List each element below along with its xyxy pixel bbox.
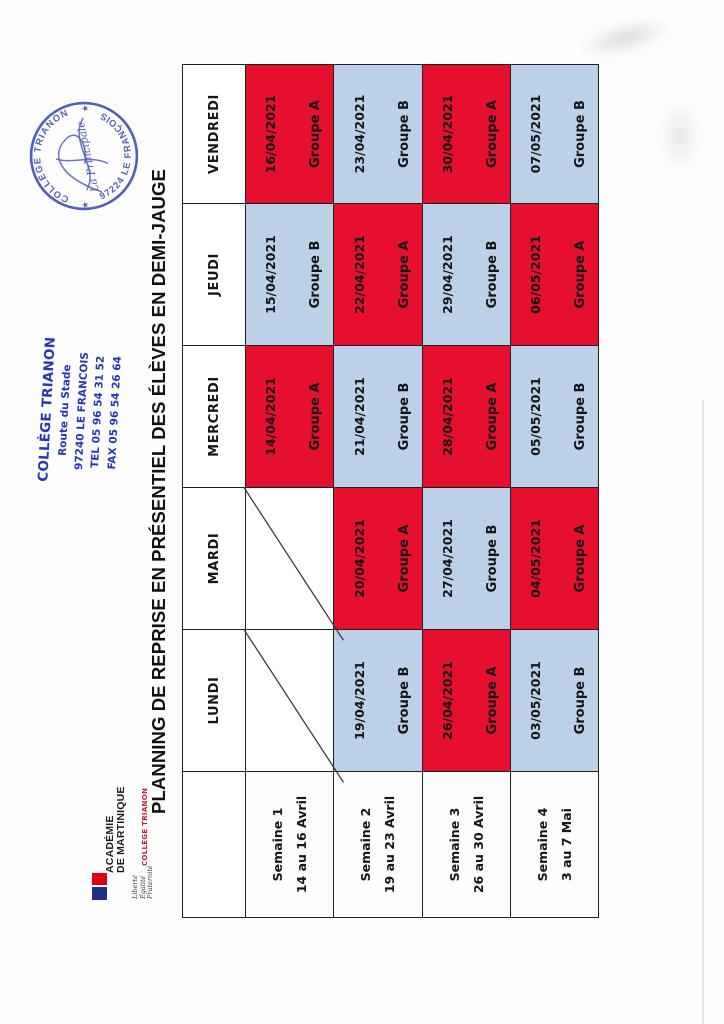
french-flag-icon — [92, 873, 107, 900]
stamp-star-left: ★ — [81, 201, 92, 209]
week-row-2 — [334, 65, 423, 918]
academy-name — [105, 786, 127, 873]
week-row-4 — [511, 65, 599, 918]
cell-date: 27/04/2021 — [440, 519, 455, 598]
stamp-top-text: COLLÈGE TRIANON — [32, 107, 71, 205]
day-header-mercredi: MERCREDI — [183, 346, 246, 488]
cell-date: 23/04/2021 — [351, 94, 367, 174]
cell-date: 14/04/2021 — [263, 377, 278, 456]
cell-date: 20/04/2021 — [351, 519, 367, 598]
cell-group: Groupe B — [573, 382, 588, 451]
week-range: 14 au 16 Avril — [293, 795, 309, 894]
cell-group: Groupe B — [396, 100, 412, 168]
schedule-cell — [423, 346, 511, 488]
diagonal-strike — [246, 630, 333, 771]
week-label-cell — [334, 772, 423, 918]
schedule-cell — [246, 65, 334, 204]
cell-group: Groupe A — [396, 524, 412, 593]
cell-date: 15/04/2021 — [263, 235, 278, 314]
cell-group: Groupe B — [396, 382, 412, 451]
schedule-cell — [246, 346, 334, 488]
cell-date: 22/04/2021 — [351, 235, 367, 314]
cell-date: 28/04/2021 — [440, 377, 455, 456]
cell-group: Groupe B — [573, 100, 588, 168]
schedule-cell — [511, 65, 599, 204]
cell-group: Groupe A — [485, 666, 500, 735]
cell-date: 29/04/2021 — [440, 235, 455, 314]
cell-group: Groupe A — [308, 100, 323, 168]
day-header-vendredi: VENDREDI — [183, 65, 246, 204]
day-header-lundi: LUNDI — [183, 630, 246, 772]
schedule-cell — [334, 488, 423, 630]
week-label-cell — [246, 772, 334, 918]
day-header-mardi: MARDI — [183, 488, 246, 630]
week-row-3 — [423, 65, 511, 918]
cell-date: 26/04/2021 — [440, 661, 455, 740]
schedule-cell — [334, 204, 423, 346]
cell-group: Groupe A — [573, 524, 588, 593]
academy-name-line1: ACADÉMIE — [104, 815, 116, 873]
cell-group: Groupe A — [396, 240, 412, 309]
cell-group: Groupe A — [485, 382, 500, 451]
day-header-jeudi: JEUDI — [183, 204, 246, 346]
schedule-table — [182, 64, 599, 918]
week-range: 26 au 30 Avril — [470, 795, 486, 894]
academy-motto: Liberté Égalité Fraternité — [131, 865, 154, 899]
academy-school-name: COLLÈGE TRIANON — [141, 787, 149, 866]
cell-group: Groupe B — [485, 524, 500, 593]
schedule-cell — [511, 630, 599, 772]
cell-group: Groupe A — [485, 100, 500, 168]
cell-group: Groupe B — [308, 240, 323, 309]
cell-group: Groupe B — [396, 666, 412, 735]
schedule-cell — [334, 346, 423, 488]
schedule-cell — [246, 204, 334, 346]
stamp-signature-title: La Principale — [73, 120, 102, 194]
schedule-cell — [423, 204, 511, 346]
cell-group: Groupe B — [573, 666, 588, 735]
cell-date: 05/05/2021 — [528, 377, 543, 456]
schedule-cell — [423, 65, 511, 204]
cell-date: 03/05/2021 — [528, 661, 543, 740]
school-name: COLLÈGE TRIANON — [35, 336, 59, 483]
no-class-cell — [246, 488, 334, 630]
no-class-cell — [246, 630, 334, 772]
schedule-cell — [334, 630, 423, 772]
week-row-1 — [246, 65, 334, 918]
cell-date: 21/04/2021 — [351, 377, 367, 456]
week-range: 19 au 23 Avril — [382, 795, 397, 894]
table-corner-cell — [183, 772, 246, 918]
cell-group: Groupe A — [573, 240, 588, 309]
cell-date: 16/04/2021 — [263, 94, 278, 174]
round-stamp — [26, 98, 142, 214]
schedule-cell — [511, 346, 599, 488]
cell-date: 07/05/2021 — [528, 94, 543, 174]
stamp-star-right: ★ — [81, 104, 92, 113]
schedule-cell — [423, 630, 511, 772]
paper-edge-shadow — [702, 400, 704, 1024]
schedule-table-wrap — [182, 64, 599, 918]
school-fax: FAX 05 96 54 26 64 — [105, 355, 124, 470]
schedule-cell — [334, 65, 423, 204]
week-label-cell — [511, 772, 599, 918]
cell-date: 30/04/2021 — [440, 94, 455, 174]
school-tel: TEL 05 96 54 31 52 — [89, 355, 107, 469]
scan-smudge — [652, 86, 708, 186]
academy-name-line2: DE MARTINIQUE — [115, 786, 127, 873]
cell-group: Groupe B — [485, 240, 500, 309]
svg-text:COLLÈGE TRIANON — [32, 107, 70, 204]
cell-date: 04/05/2021 — [528, 519, 543, 598]
school-address-block — [34, 324, 128, 498]
cell-group: Groupe A — [308, 382, 323, 451]
school-street: Route du Stade — [56, 364, 74, 457]
schedule-cell — [511, 488, 599, 630]
diagonal-strike — [246, 488, 333, 629]
week-name: Semaine 4 — [534, 807, 550, 882]
school-city: 97240 LE FRANCOIS — [72, 351, 91, 471]
week-name: Semaine 3 — [446, 807, 462, 882]
cell-date: 19/04/2021 — [351, 661, 367, 740]
page-title: PLANNING DE REPRISE EN PRÉSENTIEL DES ÉLÈVES EN DEMI-JAUGE — [148, 169, 169, 814]
day-header-row — [183, 65, 246, 918]
week-name: Semaine 2 — [358, 807, 373, 882]
schedule-cell — [423, 488, 511, 630]
schedule-cell — [511, 204, 599, 346]
week-label-cell — [423, 772, 511, 918]
week-name: Semaine 1 — [269, 807, 285, 882]
cell-date: 06/05/2021 — [528, 235, 543, 314]
week-range: 3 au 7 Mai — [558, 808, 574, 881]
stamp-bottom-text: 97224 LE FRANÇOIS — [97, 110, 133, 202]
